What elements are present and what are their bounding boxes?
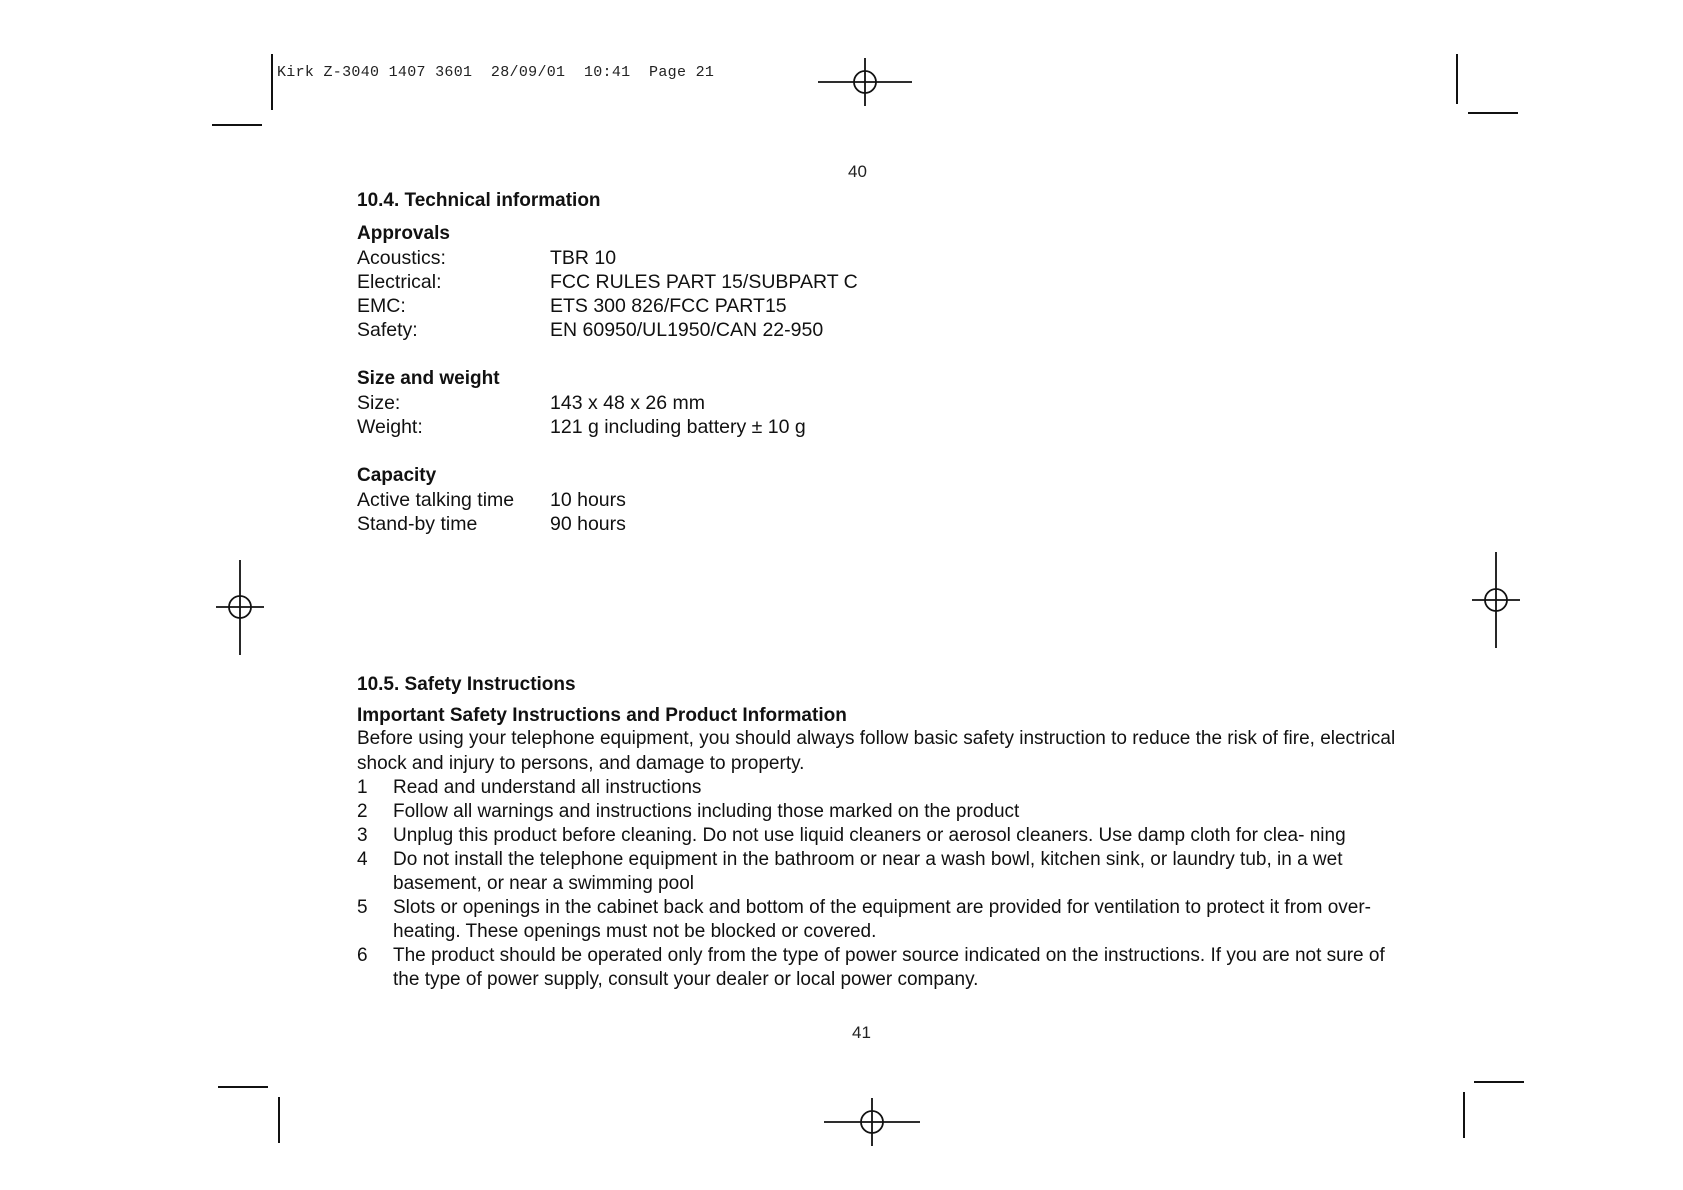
registration-mark-bottom: [824, 1098, 920, 1146]
size-weight-table: [357, 391, 806, 439]
spec-value: 10 hours: [550, 489, 626, 511]
list-item: [357, 824, 1397, 848]
step-number: 4: [357, 849, 368, 870]
safety-steps-list: [357, 776, 1397, 992]
registration-mark-left: [216, 560, 264, 655]
weight-row: [357, 415, 806, 439]
step-text: Unplug this product before cleaning. Do not use liquid cleaners or aerosol cleaners. Use damp cloth for clea- ning: [393, 825, 1346, 846]
step-text: The product should be operated only from the type of power source indicated on the instructions. If you are not sure of the type of power supply, consult your dealer or local power company.: [393, 945, 1385, 990]
spec-label: Active talking time: [357, 489, 515, 511]
registration-mark-top: [818, 58, 912, 106]
spec-label: Safety:: [357, 319, 418, 341]
technical-information-heading: 10.4. Technical information: [357, 190, 601, 211]
approvals-row-emc: [357, 294, 858, 318]
spec-value: 143 x 48 x 26 mm: [550, 392, 705, 414]
approvals-table: [357, 246, 858, 342]
step-text: Do not install the telephone equipment in the bathroom or near a wash bowl, kitchen sink, or laundry tub, in a wet basement, or near a swimming pool: [393, 849, 1343, 894]
spec-value: FCC RULES PART 15/SUBPART C: [550, 271, 858, 293]
spec-label: Weight:: [357, 416, 423, 438]
capacity-table: [357, 488, 626, 536]
list-item: [357, 800, 1397, 824]
approvals-heading: Approvals: [357, 223, 450, 244]
step-text: Slots or openings in the cabinet back and bottom of the equipment are provided for ventilation to protect it from over-heating. These openings must not be blocked or covered.: [393, 897, 1371, 942]
safety-subheading: Important Safety Instructions and Product Information: [357, 705, 847, 726]
capacity-heading: Capacity: [357, 465, 437, 486]
step-text: Follow all warnings and instructions including those marked on the product: [393, 801, 1020, 822]
list-item: [357, 944, 1397, 992]
safety-instructions-heading: 10.5. Safety Instructions: [357, 674, 576, 695]
step-text: Read and understand all instructions: [393, 777, 702, 798]
page-number-bottom: 41: [852, 1023, 871, 1042]
approvals-row-acoustics: [357, 246, 858, 270]
spec-value: 90 hours: [550, 513, 626, 535]
talk-time-row: [357, 488, 626, 512]
spec-label: Electrical:: [357, 271, 442, 293]
safety-intro: Before using your telephone equipment, you should always follow basic safety instruction to reduce the risk of fire, electrical shock and injury to persons, and damage to property.: [357, 728, 1396, 774]
approvals-row-electrical: [357, 270, 858, 294]
spec-value: 121 g including battery ± 10 g: [550, 416, 806, 438]
list-item: [357, 896, 1397, 944]
registration-mark-right: [1472, 552, 1520, 648]
spec-label: EMC:: [357, 295, 406, 317]
size-weight-heading: Size and weight: [357, 368, 500, 389]
size-row: [357, 391, 806, 415]
step-number: 5: [357, 897, 368, 918]
step-number: 6: [357, 945, 368, 966]
print-slug: Kirk Z-3040 1407 3601 28/09/01 10:41 Page 21: [277, 64, 715, 81]
page-number-top: 40: [848, 162, 867, 181]
spec-label: Stand-by time: [357, 513, 478, 535]
spec-value: TBR 10: [550, 247, 617, 269]
spec-label: Size:: [357, 392, 401, 414]
list-item: [357, 776, 1397, 800]
spec-value: EN 60950/UL1950/CAN 22-950: [550, 319, 824, 341]
step-number: 3: [357, 825, 368, 846]
approvals-row-safety: [357, 318, 858, 342]
spec-value: ETS 300 826/FCC PART15: [550, 295, 787, 317]
step-number: 2: [357, 801, 368, 822]
spec-label: Acoustics:: [357, 247, 446, 269]
list-item: [357, 848, 1397, 896]
step-number: 1: [357, 777, 368, 798]
standby-time-row: [357, 512, 626, 536]
